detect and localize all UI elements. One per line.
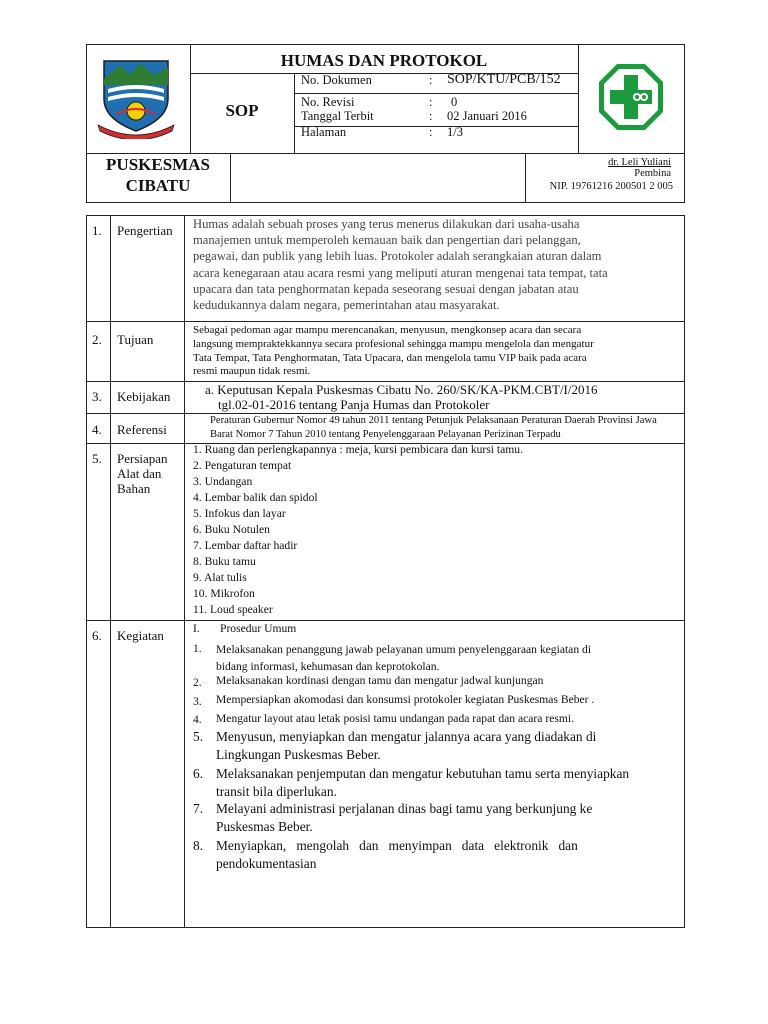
- row-number: 5.: [92, 451, 102, 466]
- label-line: Persiapan: [117, 451, 168, 466]
- section-heading: Prosedur Umum: [220, 622, 297, 635]
- step-number: 7.: [193, 801, 204, 816]
- row-label: Kebijakan: [117, 389, 171, 404]
- content-line: langsung mempraktekkannya secara profesional sehingga mampu mengelola dan mengatur: [193, 337, 594, 350]
- step-line: Melayani administrasi perjalanan dinas bagi tamu yang berkunjung ke: [216, 801, 593, 816]
- step-line: Menyiapkan, mengolah dan menyimpan data elektronik dan: [216, 838, 578, 853]
- list-item: 10. Mikrofon: [193, 587, 255, 600]
- puskesmas-cross-logo: [597, 62, 665, 132]
- row-label: Referensi: [117, 422, 167, 437]
- content-line: resmi maupun tidak resmi.: [193, 365, 311, 378]
- list-item: 2. Pengaturan tempat: [193, 459, 292, 472]
- content-line: Sebagai pedoman agar mampu merencanakan, menyusun, mengkonsep acara dan secara: [193, 324, 582, 336]
- step-line: Menyusun, menyiapkan dan mengatur jalannya acara yang diadakan di: [216, 729, 597, 744]
- content-line: manajemen untuk memperoleh kemauan baik dan pengertian dari pelanggan,: [193, 233, 581, 248]
- content-line: kedudukannya dalam negara, pemerintahan atau masyarakat.: [193, 298, 500, 313]
- field-label-issue-date: Tanggal Terbit: [301, 109, 374, 123]
- content-line: Peraturan Gubernur Nomor 49 tahun 2011 tentang Petunjuk Pelaksanaan Peraturan Daerah Provinsi Jawa: [210, 415, 657, 426]
- content-line: Barat Nomor 7 Tahun 2010 tentang Penyelenggaraan Pelayanan Perizinan Terpadu: [210, 428, 561, 440]
- institution-name-line1: PUSKESMAS: [106, 155, 210, 174]
- step-line: Melaksanakan penjemputan dan mengatur kebutuhan tamu serta menyiapkan: [216, 766, 630, 781]
- field-value-document-number: SOP/KTU/PCB/152: [447, 72, 561, 87]
- field-label-page: Halaman: [301, 125, 347, 139]
- policy-line: a. Keputusan Kepala Puskesmas Cibatu No. 260/SK/KA-PKM.CBT/I/2016: [205, 382, 598, 397]
- list-item: 7. Lembar daftar hadir: [193, 539, 298, 552]
- list-item: 1. Ruang dan perlengkapannya : meja, kursi pembicara dan kursi tamu.: [193, 443, 523, 456]
- step-text: [216, 765, 659, 801]
- step-number: 5.: [193, 729, 204, 744]
- row-label: Tujuan: [117, 332, 154, 347]
- step-number: 2.: [193, 676, 202, 689]
- list-item: 6. Buku Notulen: [193, 523, 270, 536]
- row-label: [117, 451, 168, 496]
- row-number: 4.: [92, 422, 102, 437]
- field-label-document-number: No. Dokumen: [301, 73, 372, 87]
- list-item: 3. Undangan: [193, 475, 253, 488]
- step-line: Lingkungan Puskesmas Beber.: [216, 747, 381, 762]
- step-text: [216, 837, 659, 873]
- row-content: [193, 216, 678, 313]
- field-separator: :: [429, 73, 433, 87]
- list-item: 8. Buku tamu: [193, 555, 256, 568]
- row-number: 2.: [92, 332, 102, 347]
- signatory-position: Pembina: [634, 168, 671, 179]
- content-line: upacara dan tata penghormatan kepada seseorang sesuai dengan jabatan atau: [193, 281, 579, 296]
- signatory-nip: NIP. 19761216 200501 2 005: [549, 181, 673, 192]
- step-line: Puskesmas Beber.: [216, 819, 313, 834]
- signatory-name: dr. Leli Yuliani: [608, 157, 671, 168]
- content-line: Humas adalah sebuah proses yang terus menerus dilakukan dari usaha-usaha: [193, 217, 580, 231]
- step-text: Mempersiapkan akomodasi dan konsumsi protokoler kegiatan Puskesmas Beber .: [216, 693, 595, 706]
- step-number: 6.: [193, 766, 204, 781]
- row-number: 3.: [92, 389, 102, 404]
- step-text: [216, 800, 659, 836]
- step-number: 1.: [193, 642, 202, 655]
- step-number: 4.: [193, 713, 202, 726]
- label-line: Alat dan: [117, 466, 162, 481]
- document-title: HUMAS DAN PROTOKOL: [280, 51, 488, 70]
- step-number: 3.: [193, 695, 202, 708]
- row-label: Kegiatan: [117, 628, 164, 643]
- label-line: Bahan: [117, 481, 151, 496]
- list-item: 4. Lembar balik dan spidol: [193, 491, 318, 504]
- content-line: pegawai, dan publik yang lebih luas. Protokoler adalah serangkaian aturan dalam: [193, 249, 602, 264]
- list-item: 9. Alat tulis: [193, 571, 247, 584]
- row-content: [210, 414, 758, 441]
- regency-emblem-logo: [96, 55, 176, 139]
- field-value-page: 1/3: [447, 125, 463, 139]
- institution-name-line2: CIBATU: [125, 176, 191, 195]
- section-number: I.: [193, 622, 200, 635]
- row-number: 1.: [92, 223, 102, 238]
- step-text: [216, 728, 659, 764]
- content-line: Tata Tempat, Tata Penghormatan, Tata Upacara, dan mengelola tamu VIP baik pada acara: [193, 351, 587, 364]
- step-line: transit bila diperlukan.: [216, 784, 337, 799]
- field-label-revision: No. Revisi: [301, 95, 355, 109]
- step-text: [216, 641, 659, 675]
- step-line: Melaksanakan penanggung jawab pelayanan umum penyelenggaraan kegiatan di: [216, 643, 592, 656]
- row-content: [193, 324, 678, 379]
- row-label: Pengertian: [117, 223, 173, 238]
- field-value-issue-date: 02 Januari 2016: [447, 109, 527, 123]
- step-text: Melaksanakan kordinasi dengan tamu dan mengatur jadwal kunjungan: [216, 674, 544, 687]
- step-line: pendokumentasian: [216, 856, 317, 871]
- sop-label: SOP: [225, 101, 259, 120]
- list-item: 11. Loud speaker: [193, 603, 273, 616]
- step-line: bidang informasi, kehumasan dan keprotokolan.: [216, 660, 440, 673]
- step-number: 8.: [193, 838, 204, 853]
- field-separator: :: [429, 109, 433, 123]
- content-line: acara kenegaraan atau acara resmi yang meliputi aturan mengenai tata tempat, tata: [193, 265, 608, 280]
- policy-line: tgl.02-01-2016 tentang Panja Humas dan Protokoler: [218, 397, 490, 412]
- field-value-revision: 0: [451, 95, 458, 109]
- row-number: 6.: [92, 628, 102, 643]
- field-separator: :: [429, 95, 433, 109]
- field-separator: :: [429, 125, 433, 139]
- step-text: Mengatur layout atau letak posisi tamu undangan pada rapat dan acara resmi.: [216, 712, 574, 725]
- list-item: 5. Infokus dan layar: [193, 507, 286, 520]
